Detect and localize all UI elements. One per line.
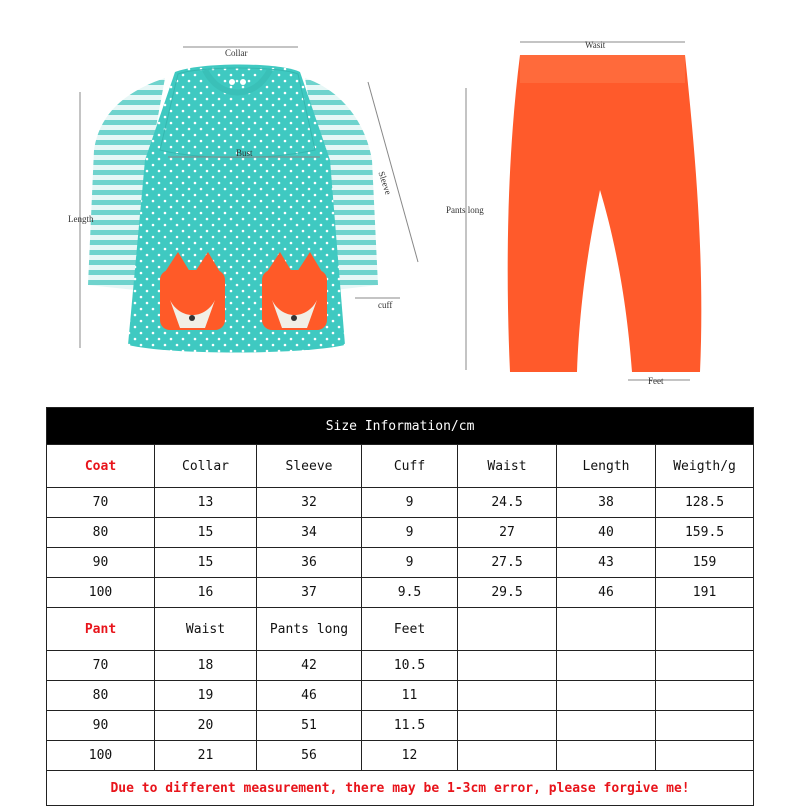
table-cell: 90 [47, 711, 155, 741]
pants-long-label: Pants long [446, 205, 484, 215]
column-header: Weigth/g [656, 445, 754, 488]
table-cell: 90 [47, 548, 155, 578]
bust-label: Bust [236, 148, 253, 158]
product-photo [0, 0, 800, 400]
table-cell: 34 [257, 518, 362, 548]
length-label: Length [68, 214, 94, 224]
note-row [47, 771, 754, 806]
table-cell: 15 [155, 548, 257, 578]
table-cell: 159 [656, 548, 754, 578]
table-cell: 9.5 [362, 578, 458, 608]
table-cell: 12 [362, 741, 458, 771]
table-cell: 100 [47, 741, 155, 771]
table-cell: 36 [257, 548, 362, 578]
column-header: Length [557, 445, 656, 488]
table-title: Size Information/cm [47, 408, 754, 445]
collar-label: Collar [225, 48, 248, 58]
table-cell: 191 [656, 578, 754, 608]
empty-cell [458, 711, 557, 741]
empty-cell [557, 711, 656, 741]
pants [508, 55, 702, 372]
empty-cell [557, 741, 656, 771]
table-cell: 38 [557, 488, 656, 518]
sleeve-label: Sleeve [376, 170, 394, 196]
table-cell: 9 [362, 518, 458, 548]
table-cell: 13 [155, 488, 257, 518]
table-cell: 29.5 [458, 578, 557, 608]
empty-cell [557, 608, 656, 651]
column-header: Pants long [257, 608, 362, 651]
table-cell: 159.5 [656, 518, 754, 548]
table-cell: 51 [257, 711, 362, 741]
table-cell: 24.5 [458, 488, 557, 518]
table-cell: 56 [257, 741, 362, 771]
coat-header: Coat [47, 445, 155, 488]
table-cell: 80 [47, 681, 155, 711]
table-cell: 18 [155, 651, 257, 681]
table-cell: 16 [155, 578, 257, 608]
empty-cell [656, 711, 754, 741]
empty-cell [458, 741, 557, 771]
table-cell: 70 [47, 488, 155, 518]
column-header: Sleeve [257, 445, 362, 488]
wasit-label: Wasit [585, 40, 606, 50]
empty-cell [458, 608, 557, 651]
table-cell: 9 [362, 548, 458, 578]
empty-cell [557, 681, 656, 711]
table-cell: 42 [257, 651, 362, 681]
empty-cell [656, 741, 754, 771]
table-title-row [47, 408, 754, 445]
column-header: Cuff [362, 445, 458, 488]
table-cell: 37 [257, 578, 362, 608]
table-cell: 70 [47, 651, 155, 681]
column-header: Waist [155, 608, 257, 651]
outfit-illustration [0, 0, 800, 400]
table-cell: 40 [557, 518, 656, 548]
pant-header: Pant [47, 608, 155, 651]
table-cell: 46 [557, 578, 656, 608]
table-row [47, 711, 754, 741]
table-cell: 11 [362, 681, 458, 711]
table-cell: 21 [155, 741, 257, 771]
coat-header-row [47, 445, 754, 488]
table-row [47, 488, 754, 518]
column-header: Feet [362, 608, 458, 651]
table-cell: 80 [47, 518, 155, 548]
table-cell: 20 [155, 711, 257, 741]
table-cell: 27 [458, 518, 557, 548]
empty-cell [656, 651, 754, 681]
table-cell: 10.5 [362, 651, 458, 681]
table-cell: 27.5 [458, 548, 557, 578]
table-row [47, 741, 754, 771]
table-cell: 100 [47, 578, 155, 608]
table-row [47, 681, 754, 711]
table-cell: 32 [257, 488, 362, 518]
empty-cell [656, 608, 754, 651]
column-header: Collar [155, 445, 257, 488]
table-cell: 46 [257, 681, 362, 711]
table-cell: 9 [362, 488, 458, 518]
table-cell: 15 [155, 518, 257, 548]
table-row [47, 548, 754, 578]
empty-cell [557, 651, 656, 681]
table-cell: 128.5 [656, 488, 754, 518]
pant-header-row [47, 608, 754, 651]
table-cell: 43 [557, 548, 656, 578]
measurement-note: Due to different measurement, there may be 1-3cm error, please forgive me! [47, 771, 754, 806]
table-cell: 11.5 [362, 711, 458, 741]
feet-label: Feet [648, 376, 664, 386]
column-header: Waist [458, 445, 557, 488]
size-table [46, 407, 754, 806]
table-row [47, 651, 754, 681]
table-row [47, 578, 754, 608]
table-cell: 19 [155, 681, 257, 711]
empty-cell [458, 651, 557, 681]
cuff-label: cuff [378, 300, 393, 310]
empty-cell [656, 681, 754, 711]
table-row [47, 518, 754, 548]
empty-cell [458, 681, 557, 711]
